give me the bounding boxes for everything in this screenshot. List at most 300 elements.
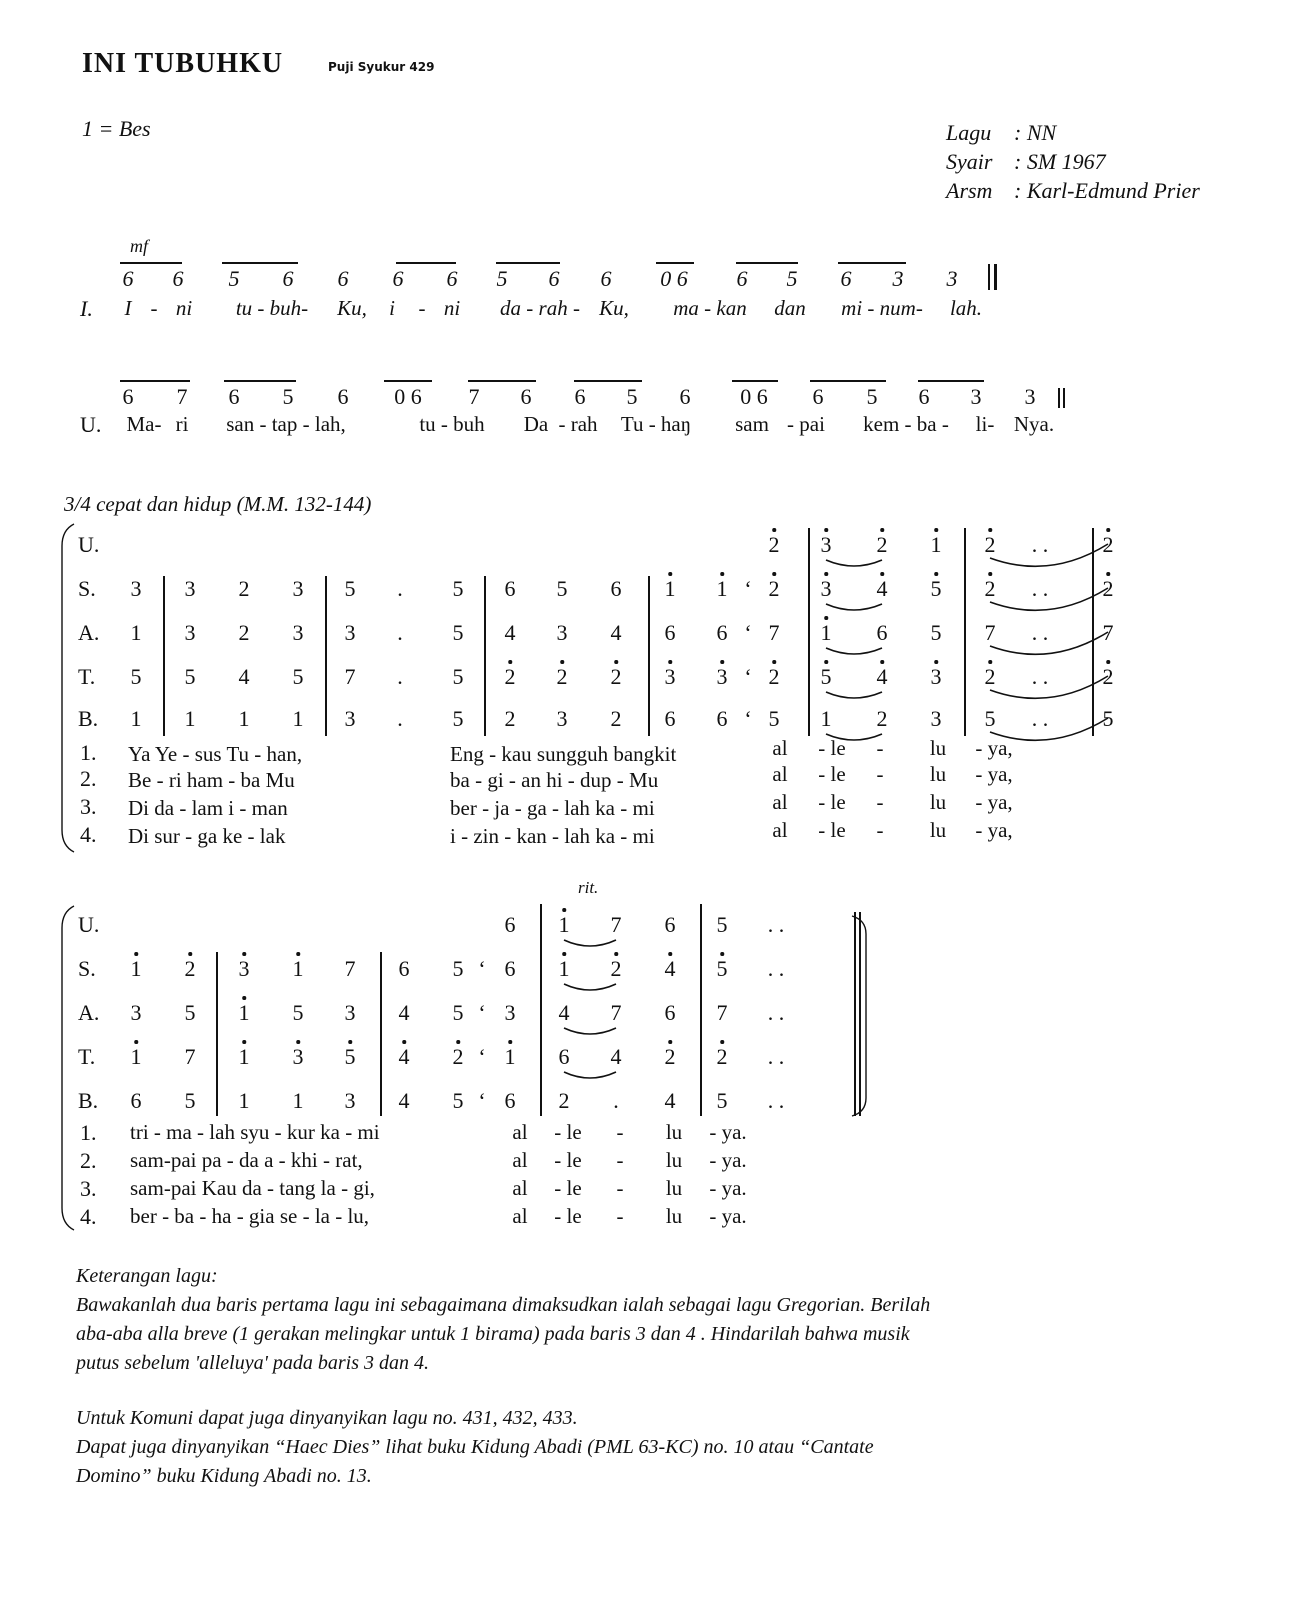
note: 1 — [716, 576, 728, 601]
note: . — [397, 620, 403, 645]
barline — [854, 912, 856, 1116]
credits — [946, 118, 1200, 205]
note: 6 — [172, 266, 184, 291]
note: 3 — [664, 664, 676, 689]
verse-number: 2. — [80, 1148, 97, 1173]
note: 6 — [282, 266, 294, 291]
slur — [826, 604, 882, 610]
alleluya-syllable: al — [772, 762, 788, 786]
note: 2 — [768, 532, 780, 557]
note: 2 — [238, 620, 250, 645]
octave-dot — [720, 660, 724, 664]
note: 2 — [610, 664, 622, 689]
note: 6 — [716, 706, 728, 731]
verse-lyric: sam-pai Kau da - tang la - gi, — [130, 1176, 375, 1200]
alleluya-syllable: lu — [929, 762, 947, 786]
note: 6 — [876, 620, 888, 645]
verse-number: 1. — [80, 1120, 97, 1145]
lyric: Da — [523, 412, 549, 436]
voice-label: B. — [78, 1088, 99, 1113]
note: ‘ — [744, 706, 752, 731]
slur — [826, 692, 882, 698]
note: 6 — [446, 266, 458, 291]
note: 1 — [558, 912, 570, 937]
note: . . — [1031, 532, 1049, 557]
note: 1 — [292, 956, 304, 981]
alleluya-syllable: - le — [818, 736, 846, 760]
note: 1 — [184, 706, 196, 731]
note: 2 — [184, 956, 196, 981]
note: 2 — [984, 664, 996, 689]
octave-dot — [242, 1040, 246, 1044]
verse-lyric: sam-pai pa - da a - khi - rat, — [130, 1148, 363, 1172]
note: ‘ — [478, 1000, 486, 1025]
lyric: I — [124, 296, 132, 320]
note: 6 — [558, 1044, 570, 1069]
note: 2 — [556, 664, 568, 689]
octave-dot — [772, 528, 776, 532]
note: 1 — [130, 706, 142, 731]
barline — [808, 528, 810, 736]
note: 1 — [292, 706, 304, 731]
octave-dot — [934, 528, 938, 532]
note: 4 — [610, 620, 622, 645]
alleluya-syllable: - — [616, 1120, 624, 1144]
note: 5 — [984, 706, 996, 731]
lyric: sam — [735, 412, 769, 436]
octave-dot — [720, 572, 724, 576]
octave-dot — [1106, 660, 1110, 664]
octave-dot — [242, 952, 246, 956]
note: 3 — [344, 620, 356, 645]
note: 5 — [184, 1088, 196, 1113]
note: 5 — [452, 706, 464, 731]
alleluya-syllable: al — [512, 1148, 528, 1172]
lyric: Tu - haŋ — [620, 412, 692, 436]
note: 2 — [1102, 532, 1114, 557]
system-bracket — [62, 524, 74, 852]
alleluya-syllable: lu — [929, 818, 947, 842]
note: 4 — [876, 576, 888, 601]
octave-dot — [508, 660, 512, 664]
note: 2 — [504, 664, 516, 689]
note: 2 — [876, 532, 888, 557]
credit-syair: Syair : SM 1967 — [946, 149, 1106, 174]
alleluya-syllable: - ya. — [709, 1148, 747, 1172]
octave-dot — [988, 528, 992, 532]
note: 2 — [768, 664, 780, 689]
lyric: - pai — [787, 412, 825, 436]
note: 5 — [716, 1088, 728, 1113]
dynamic-mf: mf — [130, 236, 148, 256]
note: 5 — [292, 1000, 304, 1025]
note: ‘ — [478, 956, 486, 981]
note: 2 — [664, 1044, 676, 1069]
alleluya-syllable: - le — [554, 1176, 582, 1200]
note: 3 — [292, 576, 304, 601]
verse-lyric: i - zin - kan - lah ka - mi — [450, 824, 655, 848]
alleluya-syllable: - le — [554, 1204, 582, 1228]
note: 1 — [130, 1044, 142, 1069]
note: 2 — [238, 576, 250, 601]
alleluya-syllable: lu — [665, 1176, 683, 1200]
slur — [564, 940, 616, 946]
note: 4 — [238, 664, 250, 689]
alleluya-syllable: - ya. — [709, 1176, 747, 1200]
alleluya-syllable: - — [876, 762, 884, 786]
note: . . — [1031, 706, 1049, 731]
note: 2 — [452, 1044, 464, 1069]
verse-lyric: ber - ba - ha - gia se - la - lu, — [130, 1204, 370, 1228]
note: 7 — [610, 1000, 622, 1025]
tempo-marking: 3/4 cepat dan hidup (M.M. 132-144) — [64, 492, 372, 516]
note: 3 — [820, 532, 832, 557]
note: 5 — [930, 576, 942, 601]
voice-label: T. — [78, 1044, 96, 1069]
lyric: kem - ba - — [863, 412, 949, 436]
note: 7 — [610, 912, 622, 937]
note: 5 — [452, 576, 464, 601]
note: 1 — [130, 956, 142, 981]
note: 3 — [130, 576, 142, 601]
note: . — [397, 664, 403, 689]
slur — [990, 588, 1108, 610]
note: 4 — [664, 956, 676, 981]
song-title: INI TUBUHKU — [82, 48, 284, 79]
note: 2 — [1102, 664, 1114, 689]
note: 6 — [504, 912, 516, 937]
note: 6 — [504, 576, 516, 601]
barline — [1092, 528, 1094, 736]
note: 5 — [130, 664, 142, 689]
note: 6 — [504, 956, 516, 981]
barline — [700, 904, 702, 952]
lyric: ni — [443, 296, 461, 320]
note: 4 — [876, 664, 888, 689]
slur — [990, 676, 1108, 698]
note: 4 — [398, 1044, 410, 1069]
octave-dot — [456, 1040, 460, 1044]
voice-label: S. — [78, 576, 96, 601]
octave-dot — [668, 660, 672, 664]
note: 6 — [812, 384, 824, 409]
note: 4 — [398, 1088, 410, 1113]
note: 6 — [610, 576, 622, 601]
verse-lyric: Eng - kau sungguh bangkit — [450, 742, 677, 766]
note: 1 — [820, 706, 832, 731]
voice-label: U. — [78, 912, 100, 937]
verse-lyric: Ya Ye - sus Tu - han, — [128, 742, 303, 766]
line-label: U. — [80, 412, 102, 437]
octave-dot — [562, 952, 566, 956]
note: 4 — [398, 1000, 410, 1025]
alleluya-syllable: - — [876, 736, 884, 760]
note: 1 — [238, 1000, 250, 1025]
note: ‘ — [478, 1044, 486, 1069]
alleluya-syllable: - — [616, 1148, 624, 1172]
lyric: Ma- — [126, 412, 162, 436]
note: 6 — [504, 1088, 516, 1113]
octave-dot — [772, 660, 776, 664]
verse-lyric: Di da - lam i - man — [128, 796, 288, 820]
verse-lyric: Be - ri ham - ba Mu — [128, 768, 295, 792]
note: . — [397, 576, 403, 601]
barline — [163, 576, 165, 736]
note: 2 — [876, 706, 888, 731]
alleluya-syllable: lu — [665, 1148, 683, 1172]
lyric: ma - kan — [673, 296, 747, 320]
note: 6 — [337, 384, 349, 409]
note: 5 — [866, 384, 878, 409]
verse-number: 4. — [80, 822, 97, 847]
note: 6 — [736, 266, 748, 291]
note: 2 — [610, 956, 622, 981]
verse-number: 1. — [80, 740, 97, 765]
note: 5 — [282, 384, 294, 409]
note: 5 — [184, 664, 196, 689]
note: 5 — [1102, 706, 1114, 731]
note: 4 — [504, 620, 516, 645]
octave-dot — [348, 1040, 352, 1044]
alleluya-syllable: - le — [554, 1120, 582, 1144]
note: 5 — [496, 266, 508, 291]
note: 3 — [946, 266, 958, 291]
octave-dot — [934, 572, 938, 576]
note: 3 — [892, 266, 904, 291]
octave-dot — [134, 952, 138, 956]
verse-lyric: Di sur - ga ke - lak — [128, 824, 286, 848]
octave-dot — [988, 572, 992, 576]
barline — [216, 952, 218, 1116]
lyric: li- — [975, 412, 995, 436]
note: 4 — [558, 1000, 570, 1025]
barline — [859, 912, 861, 1116]
system-bracket — [62, 906, 74, 1230]
octave-dot — [668, 1040, 672, 1044]
barline — [964, 528, 966, 736]
octave-dot — [720, 1040, 724, 1044]
alleluya-syllable: lu — [665, 1120, 683, 1144]
note: 7 — [716, 1000, 728, 1025]
lyric: da - rah - — [500, 296, 580, 320]
note: 4 — [610, 1044, 622, 1069]
note: 3 — [556, 706, 568, 731]
note: 6 — [664, 620, 676, 645]
octave-dot — [824, 572, 828, 576]
note: 0 6 — [394, 384, 422, 409]
octave-dot — [934, 660, 938, 664]
note: 6 — [679, 384, 691, 409]
note: 5 — [344, 576, 356, 601]
note: 1 — [238, 1088, 250, 1113]
octave-dot — [614, 660, 618, 664]
note: 2 — [768, 576, 780, 601]
note: 6 — [664, 912, 676, 937]
lyric: ri — [175, 412, 189, 436]
voice-label: T. — [78, 664, 96, 689]
line-label: I. — [80, 296, 93, 321]
note: 7 — [344, 664, 356, 689]
octave-dot — [402, 1040, 406, 1044]
octave-dot — [508, 1040, 512, 1044]
octave-dot — [1106, 528, 1110, 532]
alleluya-syllable: - — [876, 818, 884, 842]
lyric: tu - buh — [419, 412, 485, 436]
note: 3 — [504, 1000, 516, 1025]
note: . . — [767, 1088, 785, 1113]
alleluya-syllable: - le — [818, 762, 846, 786]
verse-lyric: ba - gi - an hi - dup - Mu — [450, 768, 659, 792]
barline — [484, 576, 486, 736]
credit-lagu: Lagu : NN — [946, 120, 1057, 145]
note: 5 — [716, 912, 728, 937]
note: 5 — [930, 620, 942, 645]
note: 3 — [344, 1088, 356, 1113]
voice-label: U. — [78, 532, 100, 557]
lyric: tu - buh- — [235, 296, 309, 320]
octave-dot — [560, 660, 564, 664]
verse-lyric: tri - ma - lah syu - kur ka - mi — [130, 1120, 380, 1144]
barline — [540, 952, 542, 1116]
note: 5 — [820, 664, 832, 689]
verse-number: 3. — [80, 1176, 97, 1201]
note: 7 — [768, 620, 780, 645]
note: 6 — [840, 266, 852, 291]
lyric: - rah — [558, 412, 598, 436]
note: 3 — [344, 706, 356, 731]
alleluya-syllable: lu — [929, 790, 947, 814]
note: 1 — [238, 706, 250, 731]
note: ‘ — [744, 620, 752, 645]
note: 1 — [130, 620, 142, 645]
note: 0 6 — [740, 384, 768, 409]
octave-dot — [720, 952, 724, 956]
octave-dot — [562, 908, 566, 912]
song-source: Puji Syukur 429 — [328, 60, 435, 74]
lyric: Ku, — [599, 296, 629, 320]
alleluya-syllable: - ya. — [709, 1120, 747, 1144]
lyric: san - tap - lah, — [226, 412, 346, 436]
note: 7 — [468, 384, 480, 409]
alleluya-syllable: - — [876, 790, 884, 814]
notes-heading: Keterangan lagu: — [76, 1265, 218, 1287]
note: 2 — [716, 1044, 728, 1069]
note: 1 — [558, 956, 570, 981]
notes-line: Untuk Komuni dapat juga dinyanyikan lagu no. 431, 432, 433. — [76, 1407, 578, 1429]
octave-dot — [1106, 572, 1110, 576]
lyric: dan — [774, 296, 806, 320]
note: 5 — [452, 1088, 464, 1113]
ritardando-marking: rit. — [578, 878, 599, 897]
note: 1 — [292, 1088, 304, 1113]
slur — [564, 984, 616, 990]
note: 6 — [228, 384, 240, 409]
note: 2 — [984, 576, 996, 601]
note: 3 — [930, 706, 942, 731]
octave-dot — [824, 660, 828, 664]
alleluya-syllable: al — [772, 818, 788, 842]
alleluya-syllable: al — [772, 790, 788, 814]
note: 5 — [452, 620, 464, 645]
voice-label: S. — [78, 956, 96, 981]
lyric: - — [418, 296, 426, 320]
octave-dot — [614, 952, 618, 956]
note: 2 — [1102, 576, 1114, 601]
note: 3 — [716, 664, 728, 689]
notes-line: Dapat juga dinyanyikan “Haec Dies” lihat buku Kidung Abadi (PML 63-KC) no. 10 atau “Cantate — [76, 1436, 874, 1458]
note: 5 — [452, 1000, 464, 1025]
barline — [325, 576, 327, 736]
note: 2 — [558, 1088, 570, 1113]
voice-label: A. — [78, 1000, 100, 1025]
alleluya-syllable: - le — [554, 1148, 582, 1172]
verse-lyric: ber - ja - ga - lah ka - mi — [450, 796, 655, 820]
octave-dot — [296, 1040, 300, 1044]
note: 3 — [970, 384, 982, 409]
note: 1 — [238, 1044, 250, 1069]
voice-label: A. — [78, 620, 100, 645]
alleluya-syllable: - le — [818, 818, 846, 842]
note: 5 — [768, 706, 780, 731]
octave-dot — [880, 660, 884, 664]
credit-arsm: Arsm : Karl-Edmund Prier — [946, 178, 1200, 203]
note: 6 — [337, 266, 349, 291]
slur — [564, 1072, 616, 1078]
alleluya-syllable: - le — [818, 790, 846, 814]
octave-dot — [668, 572, 672, 576]
note: 6 — [398, 956, 410, 981]
octave-dot — [824, 616, 828, 620]
verse-number: 4. — [80, 1204, 97, 1229]
octave-dot — [188, 952, 192, 956]
alleluya-syllable: - ya, — [975, 762, 1013, 786]
lyric: - — [150, 296, 158, 320]
note: 3 — [930, 664, 942, 689]
alleluya-syllable: lu — [929, 736, 947, 760]
note: . — [397, 706, 403, 731]
note: 7 — [984, 620, 996, 645]
slur — [826, 560, 882, 566]
barline — [540, 904, 542, 952]
note: 6 — [574, 384, 586, 409]
note: 5 — [228, 266, 240, 291]
note: 5 — [184, 1000, 196, 1025]
notes-line: aba-aba alla breve (1 gerakan melingkar untuk 1 birama) pada baris 3 dan 4 . Hindarilah bahwa musik — [76, 1323, 910, 1345]
octave-dot — [880, 528, 884, 532]
note: 3 — [344, 1000, 356, 1025]
note: 2 — [610, 706, 622, 731]
note: 6 — [664, 706, 676, 731]
note: 7 — [344, 956, 356, 981]
alleluya-syllable: - — [616, 1204, 624, 1228]
barline — [648, 576, 650, 736]
octave-dot — [880, 572, 884, 576]
lyric: mi - num- — [841, 296, 923, 320]
note: ‘ — [478, 1088, 486, 1113]
verse-number: 2. — [80, 766, 97, 791]
note: 3 — [292, 620, 304, 645]
alleluya-syllable: - ya, — [975, 818, 1013, 842]
note: 6 — [548, 266, 560, 291]
note: ‘ — [744, 664, 752, 689]
note: 6 — [392, 266, 404, 291]
note: 5 — [292, 664, 304, 689]
lyric: lah. — [949, 296, 983, 320]
note: 3 — [556, 620, 568, 645]
voice-label: B. — [78, 706, 99, 731]
alleluya-syllable: - ya. — [709, 1204, 747, 1228]
notes-line: Bawakanlah dua baris pertama lagu ini sebagaimana dimaksudkan ialah sebagai lagu Gregorian. Berilah — [76, 1294, 931, 1316]
